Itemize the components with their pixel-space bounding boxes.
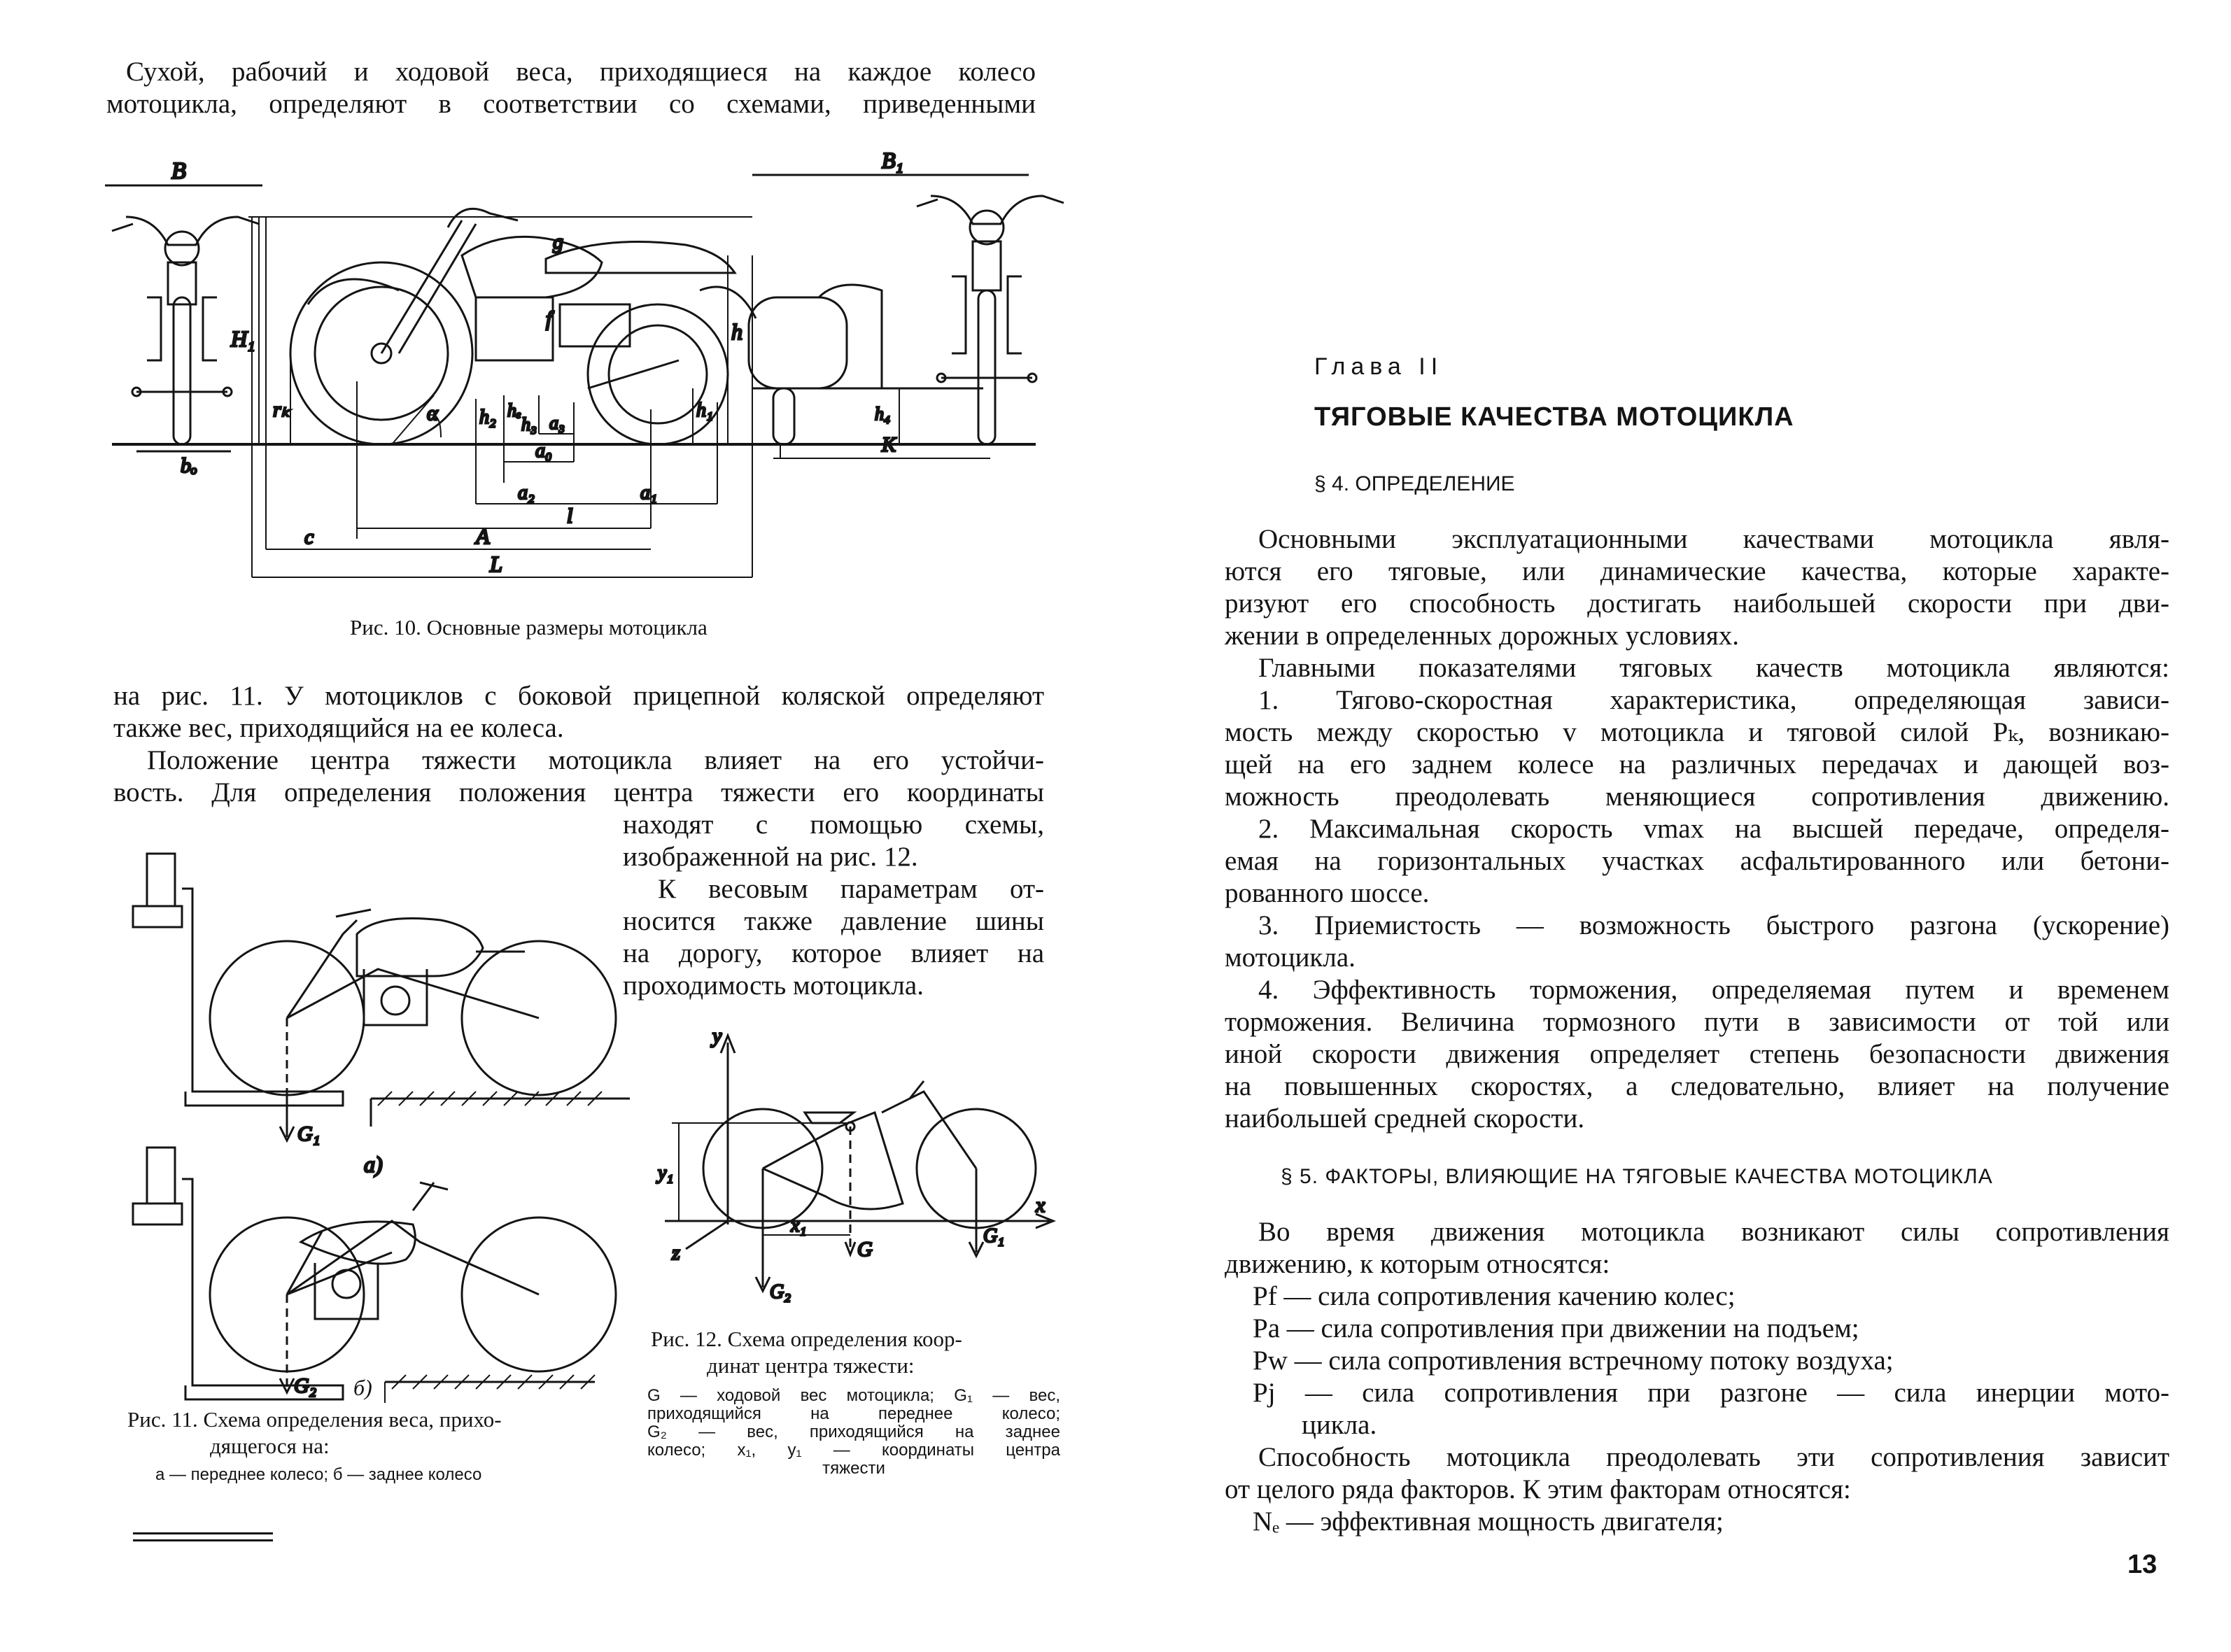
label-g: g (553, 230, 563, 253)
s4-line: на повышенных скоростях, а следовательно, влияет на получение (1225, 1071, 2169, 1101)
label-A: A (476, 523, 490, 549)
s4-line: Главными показателями тяговых качеств мотоцикла являются: (1258, 653, 2169, 683)
label-h: h (731, 319, 743, 344)
intro-line-1: Сухой, рабочий и ходовой веса, приходящиеся на каждое колесо (126, 57, 1036, 87)
fig11-caption-line-1: Рис. 11. Схема определения веса, прихо- (127, 1407, 502, 1432)
label-c: c (304, 525, 314, 549)
fig12-legend (647, 1387, 1060, 1478)
side-line: изображенной на рис. 12. (623, 842, 918, 872)
label-h4: h₄ (875, 404, 891, 424)
s4-line: ются его тяговые, или динамические качества, которые характе- (1225, 556, 2169, 586)
figure-10-motorcycle-dimensions (98, 148, 1078, 612)
label-f: f (546, 307, 552, 330)
s4-line: рованного шоссе. (1225, 878, 1430, 908)
fig12-legend-line: G₂ — вес, приходящийся на заднее (647, 1422, 1060, 1441)
label-h2: h₂ (479, 407, 496, 428)
s4-line: мость между скоростью v мотоцикла и тяговой силой Pₖ, возникаю- (1225, 717, 2169, 747)
side-line: К весовым параметрам от- (658, 874, 1044, 904)
label-B: B (171, 158, 186, 184)
side-line: носится также давление шины (623, 906, 1044, 936)
label-l: l (567, 504, 573, 528)
s4-line: наибольшей средней скорости. (1225, 1103, 1585, 1134)
label-a: а) (364, 1152, 383, 1177)
s5-line: Pf — сила сопротивления качению колес; (1253, 1281, 1736, 1311)
intro-line-2: мотоцикла, определяют в соответствии со схемами, приведенными (106, 89, 1036, 119)
figure-12-center-of-gravity (651, 1024, 1057, 1308)
side-line: на дорогу, которое влияет на (623, 938, 1044, 968)
label-G2: G₂ (770, 1281, 791, 1303)
fig12-legend-line: G — ходовой вес мотоцикла; G₁ — вес, (647, 1386, 1060, 1405)
label-K: K (882, 433, 896, 456)
section-4-title: § 4. ОПРЕДЕЛЕНИЕ (1314, 472, 1515, 495)
label-b: б) (353, 1375, 372, 1400)
label-x: x (1036, 1194, 1046, 1217)
s4-line: 2. Максимальная скорость vmax на высшей передаче, определя- (1258, 814, 2169, 844)
fig11-legend: а — переднее колесо; б — заднее колесо (155, 1465, 482, 1484)
s5-line: Pj — сила сопротивления при разгоне — сила инерции мото- (1253, 1378, 2169, 1408)
side-view-drawing (290, 209, 756, 444)
footer-rule-2 (133, 1539, 273, 1541)
s4-line: ризуют его способность достигать наибольшей скорости при дви- (1225, 588, 2169, 619)
label-h1: h₁ (696, 400, 713, 421)
s4-line: щей на его заднем колесе на различных передачах и дающей воз- (1225, 749, 2169, 779)
para2-line-2: вость. Для определения положения центра тяжести его координаты (113, 777, 1044, 807)
s5-line: от целого ряда факторов. К этим факторам относятся: (1225, 1474, 1851, 1504)
label-b0: bₒ (181, 454, 197, 477)
page-number: 13 (2127, 1550, 2158, 1579)
label-rk: rₖ (273, 398, 290, 421)
s4-line: можность преодолевать меняющиеся сопротивления движению. (1225, 782, 2169, 812)
s4-line: емая на горизонтальных участках асфальтированного или бетони- (1225, 846, 2169, 876)
s4-line: Основными эксплуатационными качествами мотоцикла явля- (1258, 524, 2169, 554)
s4-line: иной скорости движения определяет степень безопасности движения (1225, 1039, 2169, 1069)
chapter-title: ТЯГОВЫЕ КАЧЕСТВА МОТОЦИКЛА (1314, 402, 1794, 432)
side-line: находят с помощью схемы, (623, 810, 1044, 840)
label-G1-a: G₁ (297, 1122, 321, 1145)
s4-line: мотоцикла. (1225, 943, 1356, 973)
label-G1: G₁ (983, 1225, 1004, 1247)
s5-line: Pw — сила сопротивления встречному потоку воздуха; (1253, 1346, 1894, 1376)
label-z: z (672, 1241, 680, 1264)
label-y1: y₁ (658, 1162, 674, 1184)
s5-line: Nₑ — эффективная мощность двигателя; (1253, 1506, 1724, 1537)
s5-line: Во время движения мотоцикла возникают силы сопротивления (1258, 1217, 2169, 1247)
s5-line: цикла. (1302, 1410, 1377, 1440)
label-h3: h₃ (521, 414, 537, 435)
label-H1: H₁ (231, 326, 255, 351)
label-B1: B₁ (882, 148, 903, 173)
label-he: hₑ (507, 400, 521, 421)
fig12-legend-line: тяжести (822, 1459, 885, 1478)
fig12-caption-line-1: Рис. 12. Схема определения коор- (651, 1327, 962, 1351)
fig12-legend-line: колесо; x₁, y₁ — координаты центра (647, 1441, 1060, 1460)
section-4-body (1225, 523, 2169, 1135)
label-x1: x₁ (791, 1215, 807, 1236)
fig10-caption: Рис. 10. Основные размеры мотоцикла (350, 615, 708, 640)
figure-11-weight-scheme (126, 829, 630, 1397)
label-a2: a₂ (518, 482, 535, 504)
s4-line: 4. Эффективность торможения, определяемая путем и временем (1258, 975, 2169, 1005)
s5-line: Pa — сила сопротивления при движении на подъем; (1253, 1313, 1859, 1343)
section-5-title: § 5. ФАКТОРЫ, ВЛИЯЮЩИЕ НА ТЯГОВЫЕ КАЧЕСТВА МОТОЦИКЛА (1281, 1165, 1993, 1188)
fig12-caption-line-2: динат центра тяжести: (707, 1353, 915, 1378)
para1-line-1: на рис. 11. У мотоциклов с боковой прицепной коляской определяют (113, 681, 1044, 711)
footer-rule-1 (133, 1532, 273, 1534)
label-G: G (857, 1238, 873, 1261)
label-alpha: α (427, 402, 438, 425)
s4-line: 1. Тягово-скоростная характеристика, определяющая зависи- (1258, 685, 2169, 715)
section-5-body (1225, 1216, 2169, 1538)
s5-line: Способность мотоцикла преодолевать эти сопротивления зависит (1258, 1442, 2169, 1472)
s4-line: 3. Приемистость — возможность быстрого разгона (ускорение) (1258, 910, 2169, 940)
fig11-caption-line-2: дящегося на: (210, 1434, 330, 1458)
para1-line-2: также вес, приходящийся на ее колеса. (113, 713, 564, 743)
sidecar-view-drawing (749, 196, 1064, 444)
fig12-legend-line: приходящийся на переднее колесо; (647, 1404, 1060, 1423)
s5-line: движению, к которым относятся: (1225, 1249, 1610, 1279)
side-text-block (623, 809, 1044, 1002)
s4-line: торможения. Величина тормозного пути в зависимости от той или (1225, 1007, 2169, 1037)
s4-line: жении в определенных дорожных условиях. (1225, 621, 1739, 651)
chapter-label: Глава II (1314, 353, 1444, 380)
label-a0: a₀ (535, 440, 552, 462)
para2-line-1: Положение центра тяжести мотоцикла влияет на его устойчи- (147, 745, 1044, 775)
label-L: L (490, 551, 502, 577)
label-G2-b: G₂ (294, 1374, 317, 1397)
label-y: y (712, 1024, 722, 1047)
label-a1: a₁ (640, 482, 657, 504)
side-line: проходимость мотоцикла. (623, 970, 924, 1001)
label-a3: a₃ (549, 413, 565, 433)
